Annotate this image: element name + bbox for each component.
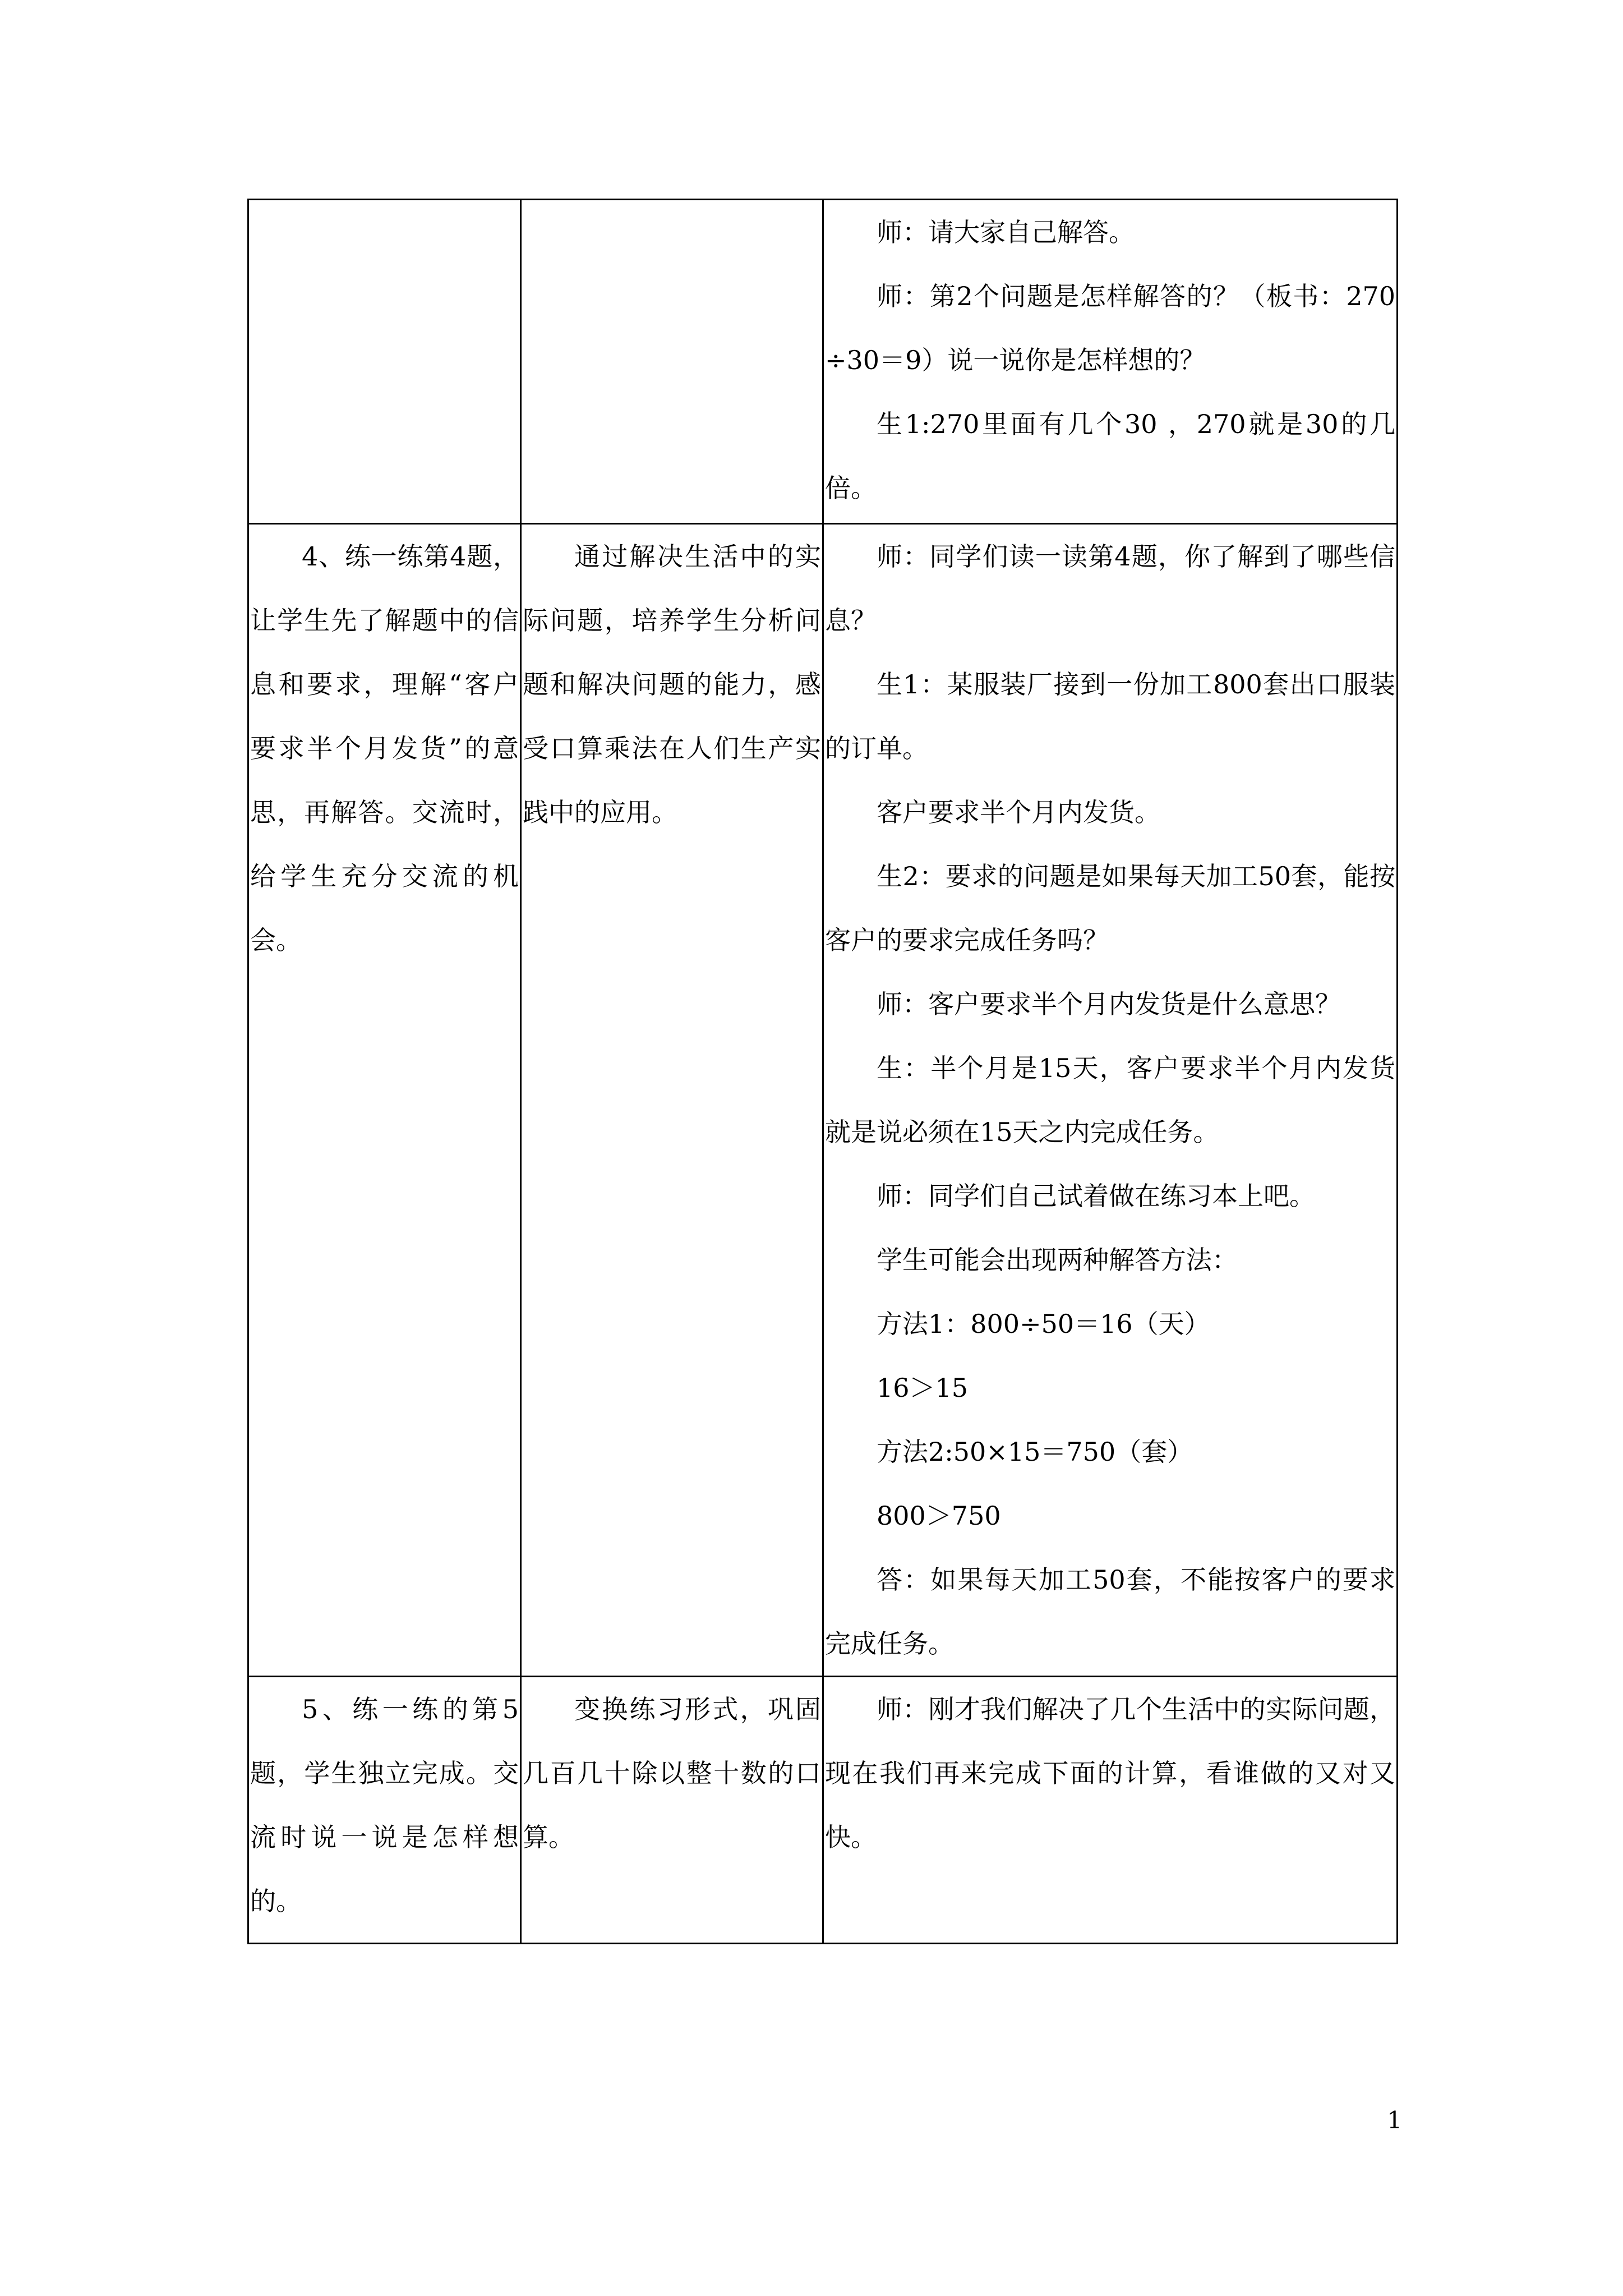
purpose-cell [521, 524, 823, 1677]
dialogue-line: 师：刚才我们解决了几个生活中的实际问题，现在我们再来完成下面的计算，看谁做的又对又快。 [825, 1694, 1395, 1852]
dialogue-line: 学生可能会出现两种解答方法： [877, 1245, 1238, 1275]
dialogue-line: 师：客户要求半个月内发货是什么意思？ [877, 989, 1341, 1019]
solution-line: 方法2:50×15＝750（套） [877, 1437, 1193, 1467]
dialogue-cell [823, 200, 1398, 524]
activity-cell [248, 524, 521, 1677]
table-row [248, 1677, 1398, 1944]
table-row [248, 200, 1398, 524]
purpose-text: 变换练习形式，巩固几百几十除以整十数的口算。 [523, 1694, 821, 1852]
activity-text: 4、练一练第4题，让学生先了解题中的信息和要求，理解“客户要求半个月发货”的意思，再解答。交流时，给学生充分交流的机会。 [250, 541, 519, 955]
dialogue-line: 生：半个月是15天，客户要求半个月内发货就是说必须在15天之内完成任务。 [825, 1053, 1395, 1147]
dialogue-line: 生1:270里面有几个30 ，270就是30的几倍。 [825, 409, 1395, 503]
page-number: 1 [1387, 2106, 1402, 2134]
dialogue-line: 师：同学们自己试着做在练习本上吧。 [877, 1181, 1315, 1211]
purpose-text: 通过解决生活中的实际问题，培养学生分析问题和解决问题的能力，感受口算乘法在人们生产实践中的应用。 [523, 541, 821, 827]
solution-line: 方法1：800÷50＝16（天） [877, 1309, 1210, 1339]
lesson-plan-table [247, 199, 1398, 1944]
dialogue-cell [823, 524, 1398, 1677]
dialogue-line: 师：请大家自己解答。 [877, 217, 1135, 247]
dialogue-line: 生2：要求的问题是如果每天加工50套，能按客户的要求完成任务吗？ [825, 861, 1395, 955]
dialogue-line: 师：第2个问题是怎样解答的？（板书：270÷30＝9）说一说你是怎样想的？ [825, 281, 1395, 375]
activity-cell [248, 1677, 521, 1944]
dialogue-line: 客户要求半个月内发货。 [877, 797, 1160, 827]
purpose-cell [521, 1677, 823, 1944]
purpose-cell [521, 200, 823, 524]
dialogue-cell [823, 1677, 1398, 1944]
solution-line: 800＞750 [877, 1501, 1001, 1531]
dialogue-line: 师：同学们读一读第4题，你了解到了哪些信息？ [825, 541, 1395, 636]
activity-cell [248, 200, 521, 524]
table-row [248, 524, 1398, 1677]
solution-line: 16＞15 [877, 1373, 969, 1403]
activity-text: 5、练一练的第5题，学生独立完成。交流时说一说是怎样想的。 [250, 1694, 519, 1916]
dialogue-line: 生1：某服装厂接到一份加工800套出口服装的订单。 [825, 669, 1395, 763]
answer-line: 答：如果每天加工50套，不能按客户的要求完成任务。 [825, 1565, 1395, 1659]
